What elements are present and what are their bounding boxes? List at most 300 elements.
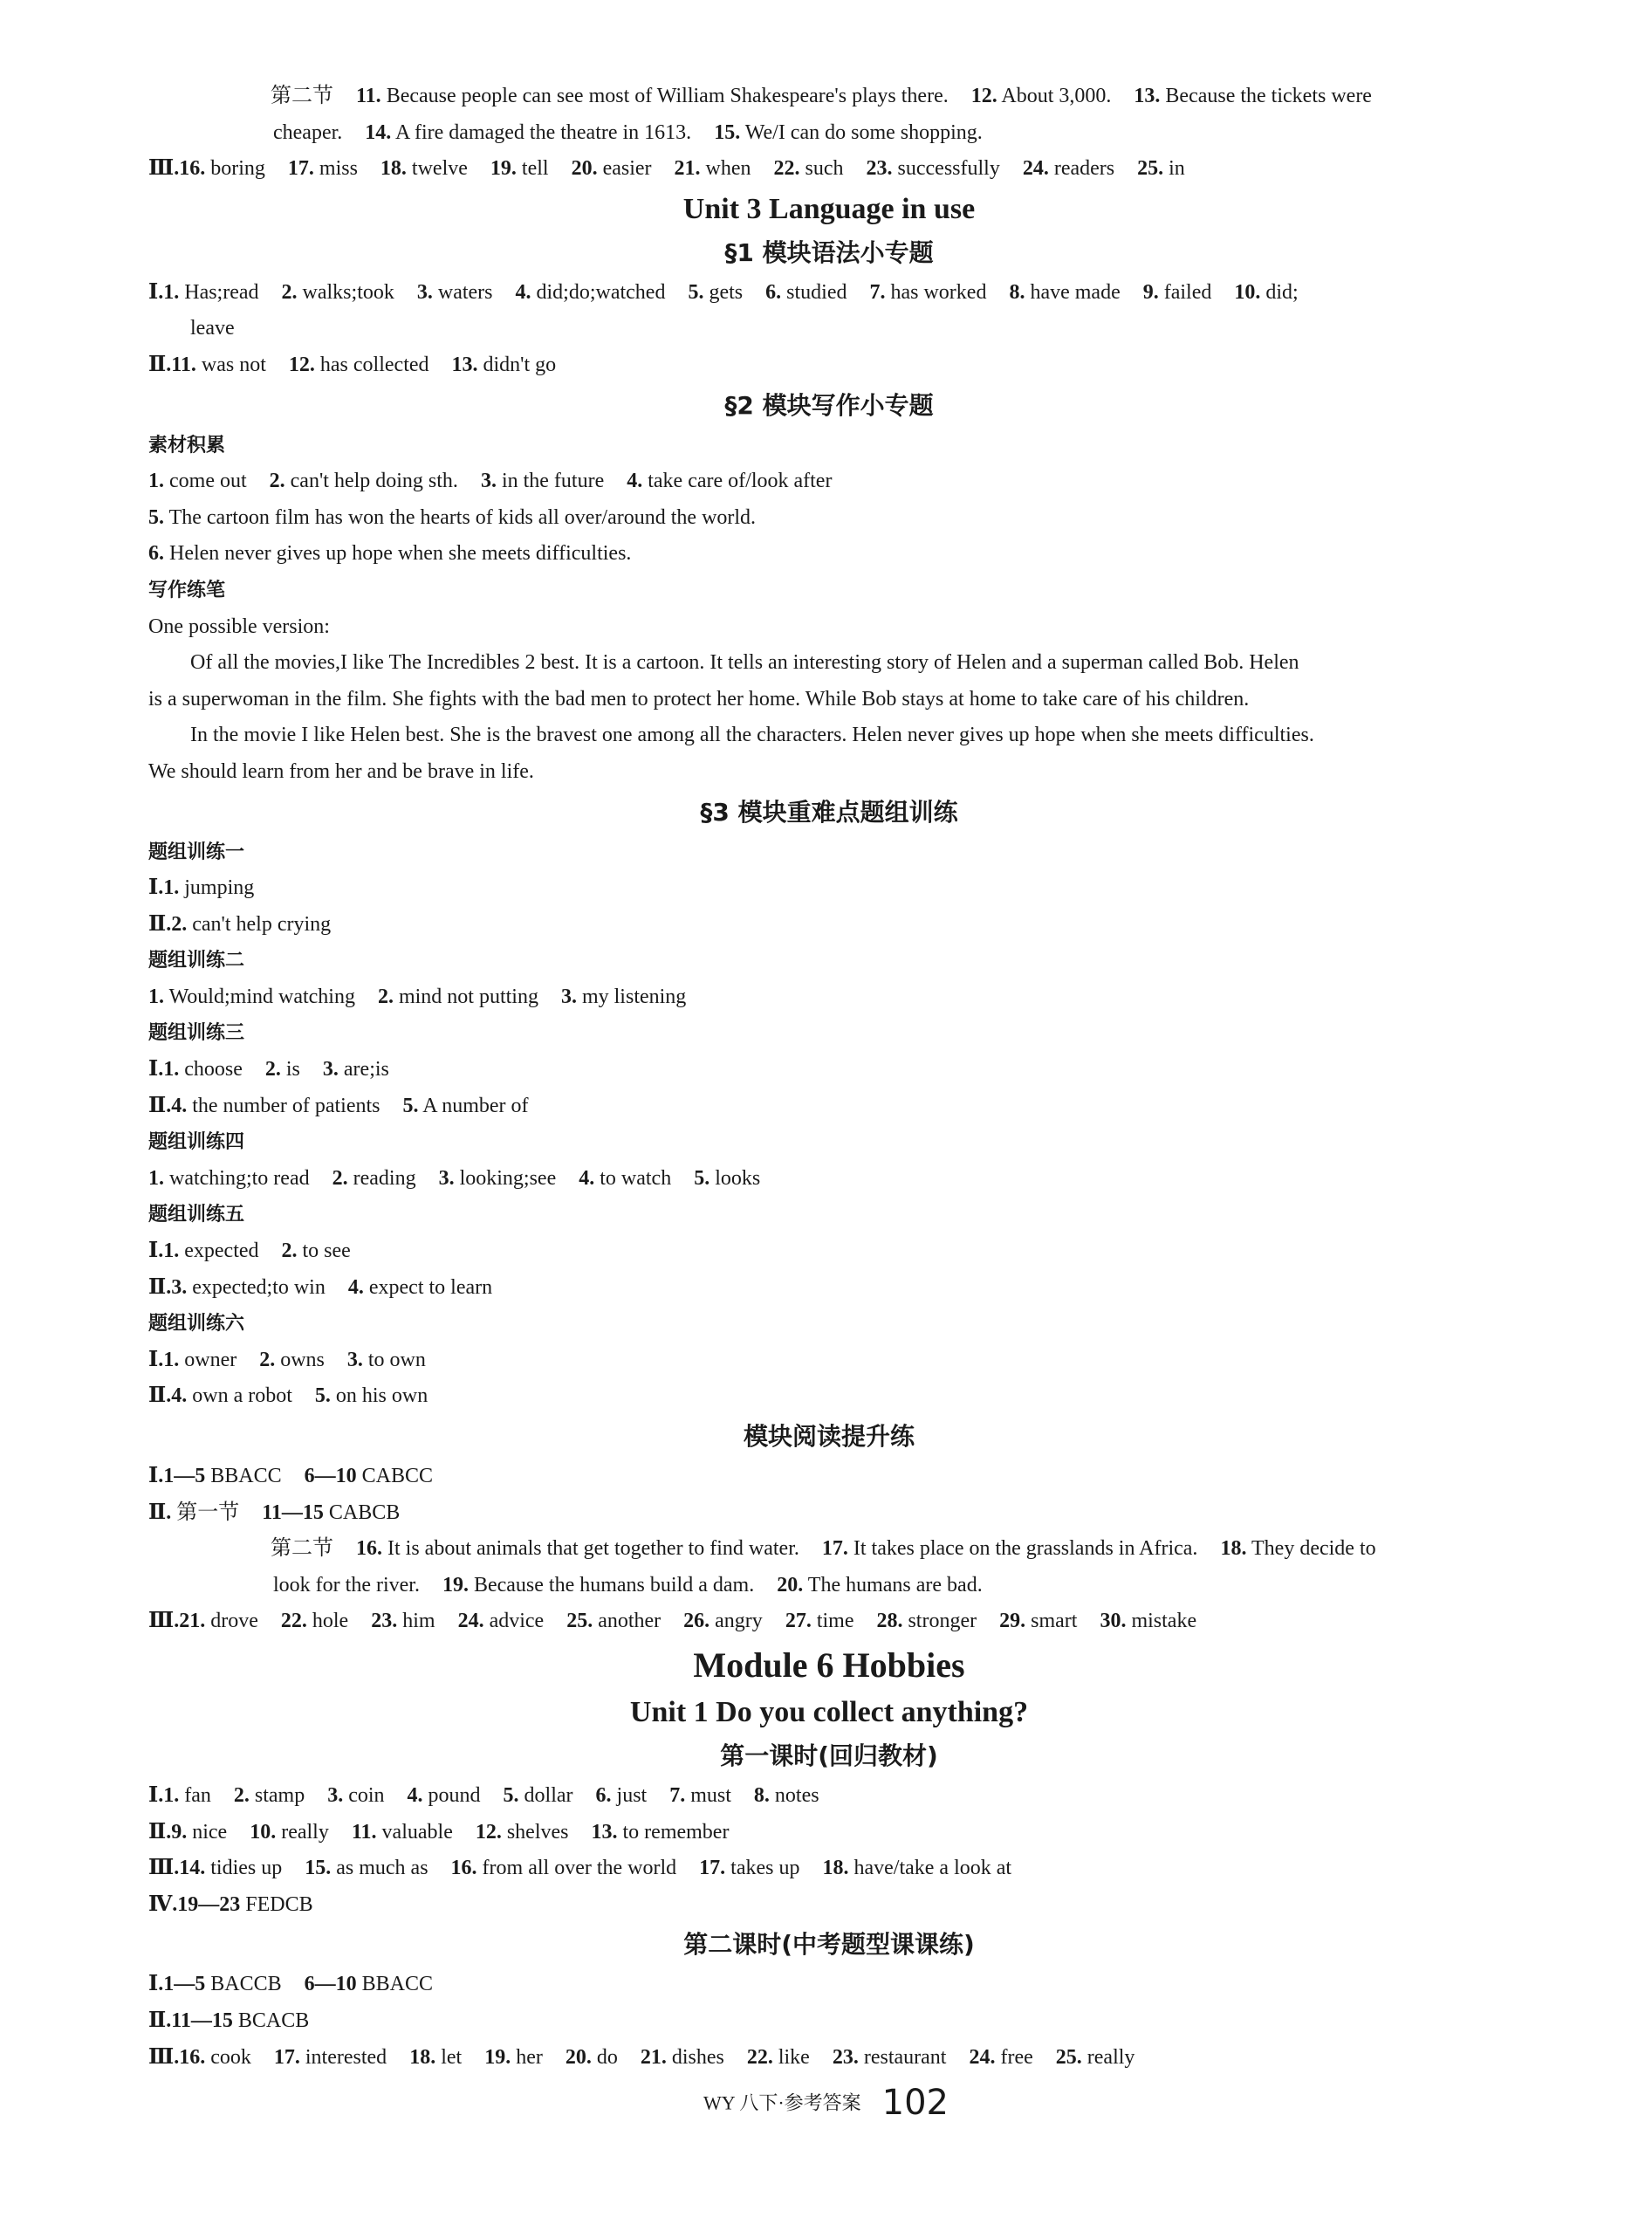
question-number: 14.	[365, 120, 392, 144]
answer-line	[148, 979, 1510, 1016]
question-number: 10.	[250, 1820, 277, 1844]
question-number: Ⅱ.2.	[148, 912, 188, 936]
answer-item	[774, 157, 844, 180]
page-number: 102	[881, 2083, 949, 2124]
answer-text: really	[281, 1820, 329, 1844]
answer-text: gets	[709, 280, 744, 304]
answer-text: leave	[190, 317, 235, 340]
answer-item	[596, 1784, 648, 1807]
answer-line	[148, 682, 1510, 718]
answer-text: coin	[348, 1783, 385, 1807]
answer-text: own a robot	[192, 1384, 292, 1408]
question-number: Ⅱ.	[148, 1500, 172, 1524]
answer-item	[579, 1167, 671, 1190]
question-number: 2.	[259, 1348, 276, 1371]
question-number: 4.	[347, 1275, 364, 1299]
answer-item	[305, 1465, 433, 1487]
answer-item	[148, 1610, 258, 1632]
answer-text: just	[616, 1783, 648, 1807]
answer-text: shelves	[506, 1820, 569, 1844]
question-number: Ⅰ.1.	[148, 1783, 180, 1807]
answer-item	[190, 651, 1299, 674]
question-number: 7.	[869, 280, 886, 304]
question-number: 6—10	[304, 1973, 357, 1996]
question-number: 29.	[999, 1610, 1026, 1633]
subsection-label: 写作练笔	[148, 579, 226, 601]
question-number: 9.	[1142, 280, 1159, 304]
question-number: 4.	[579, 1166, 595, 1190]
question-number: 4.	[515, 280, 531, 304]
footer-label: WY 八下·参考答案	[703, 2091, 861, 2114]
answer-item	[288, 157, 358, 180]
question-number: 18.	[1220, 1537, 1247, 1561]
answer-text: stronger	[908, 1610, 977, 1633]
answer-text: Because the tickets were	[1165, 85, 1372, 107]
answer-text: the number of patients	[192, 1094, 380, 1117]
answer-text: expected;to win	[192, 1275, 326, 1299]
answer-text: drove	[210, 1610, 258, 1633]
answer-text: The cartoon film has won the hearts of kids all over/around the world.	[168, 505, 757, 529]
question-number: 17.	[699, 1857, 726, 1880]
answer-text: tell	[521, 157, 549, 181]
question-number: 13.	[451, 353, 478, 376]
answer-line	[148, 311, 1510, 347]
answer-item	[148, 1821, 227, 1844]
answer-text: has collected	[319, 353, 429, 376]
question-number: 18.	[380, 157, 407, 181]
answer-text: as much as	[336, 1857, 428, 1880]
answer-text: such	[805, 157, 844, 181]
question-number: 2.	[281, 280, 298, 304]
answer-line	[148, 1161, 1510, 1198]
answer-text: notes	[774, 1783, 819, 1807]
answer-line	[148, 609, 1510, 646]
answer-item	[305, 1973, 433, 1995]
answer-text: dishes	[671, 2045, 724, 2069]
answer-text: A number of	[422, 1094, 529, 1117]
answer-item	[439, 1167, 557, 1190]
unit-heading: Unit 3 Language in use	[682, 192, 976, 225]
question-number: 6.	[595, 1783, 612, 1807]
answer-item	[148, 913, 331, 936]
question-number: 10.	[1234, 280, 1261, 304]
answer-item	[566, 2046, 618, 2069]
answer-text: The humans are bad.	[807, 1573, 983, 1597]
answer-text: mind not putting	[398, 985, 538, 1008]
question-number: 17.	[821, 1537, 848, 1561]
answer-item	[504, 1784, 573, 1807]
question-number: 18.	[409, 2045, 436, 2069]
question-number: 3.	[346, 1348, 363, 1371]
answer-text: on his own	[335, 1384, 428, 1408]
answer-text: to own	[367, 1348, 426, 1371]
answer-item	[699, 1857, 799, 1879]
answer-item	[688, 281, 743, 304]
question-number: 15.	[714, 120, 741, 144]
question-number: Ⅰ.1.	[148, 280, 180, 304]
question-number: 4.	[627, 470, 643, 493]
answer-text: my listening	[581, 985, 687, 1008]
answer-item	[352, 1821, 453, 1844]
answer-text: 第一节	[176, 1500, 240, 1524]
answer-item	[148, 542, 631, 565]
answer-line	[148, 1088, 1510, 1125]
answer-text: when	[705, 157, 751, 181]
answer-item	[747, 2046, 810, 2069]
question-number: 5.	[314, 1384, 331, 1408]
answer-item	[1137, 157, 1185, 180]
answer-text: Has;read	[184, 280, 259, 304]
question-number: Ⅲ.16.	[148, 157, 206, 181]
answer-text: failed	[1163, 280, 1212, 304]
answer-item	[1009, 281, 1120, 304]
answer-line	[148, 1887, 1510, 1924]
answer-line	[148, 1967, 1510, 2003]
answer-text: mistake	[1131, 1610, 1197, 1633]
answer-item	[683, 1610, 763, 1632]
answer-item	[265, 1058, 300, 1081]
answer-line	[148, 2003, 1510, 2040]
answer-text: take care of/look after	[648, 470, 833, 493]
answer-text: BCACB	[237, 2009, 310, 2032]
answer-item	[754, 1784, 819, 1807]
answer-text: choose	[184, 1058, 243, 1082]
answer-text: expect to learn	[368, 1275, 493, 1299]
answer-text: BBACC	[210, 1465, 282, 1487]
answer-line	[148, 1233, 1510, 1270]
question-number: 5.	[503, 1783, 519, 1807]
answer-item	[262, 1501, 400, 1524]
answer-text: let	[441, 2045, 463, 2069]
answer-line	[148, 645, 1510, 682]
question-number: 18.	[822, 1857, 849, 1880]
question-number: 20.	[565, 2045, 592, 2069]
answer-line	[148, 1778, 1510, 1815]
question-number: 20.	[571, 157, 598, 181]
answer-line	[148, 1052, 1510, 1088]
answer-item	[148, 985, 355, 1008]
question-number: 16.	[356, 1537, 382, 1561]
page-footer	[0, 2076, 1652, 2128]
answer-item	[148, 760, 534, 783]
answer-item	[282, 281, 394, 304]
answer-item	[148, 1973, 282, 1995]
answer-text: valuable	[381, 1820, 453, 1844]
answer-text: in the future	[501, 470, 605, 493]
answer-text: easier	[602, 157, 652, 181]
answer-text: has worked	[890, 280, 987, 304]
answer-text: have made	[1030, 280, 1121, 304]
question-number: 17.	[287, 157, 314, 181]
answer-item	[481, 470, 604, 492]
section-heading: 模块阅读提升练	[743, 1422, 915, 1451]
subsection-label: 题组训练一	[148, 841, 245, 863]
question-number: Ⅰ.1.	[148, 1058, 180, 1082]
answer-item	[490, 157, 549, 180]
answer-item	[271, 85, 333, 107]
answer-item	[714, 121, 983, 144]
question-number: 6.	[765, 280, 782, 304]
answer-item	[627, 470, 832, 492]
answer-text: to remember	[622, 1820, 730, 1844]
answer-item	[765, 281, 847, 304]
question-number: 3.	[480, 470, 497, 493]
answer-text: reading	[353, 1166, 416, 1190]
answer-item	[305, 1857, 428, 1879]
answer-line	[148, 2040, 1510, 2077]
question-number: Ⅰ.1.	[148, 1239, 180, 1263]
answer-line	[148, 1815, 1510, 1851]
answer-item	[371, 1610, 435, 1632]
subsection-label: 题组训练四	[148, 1131, 245, 1154]
answer-item	[822, 1537, 1198, 1560]
section-heading: 第一课时(回归教材)	[720, 1741, 938, 1770]
answer-item	[451, 1857, 677, 1879]
answer-item	[452, 354, 557, 376]
question-number: 26.	[683, 1610, 710, 1633]
answer-item	[274, 2046, 387, 2069]
answer-line	[148, 151, 1510, 188]
subsection-label: 题组训练五	[148, 1204, 245, 1226]
answer-item	[1220, 1537, 1375, 1560]
answer-item	[190, 317, 235, 340]
answer-line	[148, 907, 1510, 944]
answer-text: is a superwoman in the film. She fights with the bad men to protect her home. While Bob stays at home to take care of his children.	[148, 687, 1250, 711]
answer-item	[969, 2046, 1032, 2069]
answer-item	[833, 2046, 947, 2069]
answer-text: waters	[437, 280, 493, 304]
question-number: 11—15	[262, 1500, 324, 1524]
answer-line	[148, 1342, 1510, 1379]
question-number: 21.	[640, 2045, 667, 2069]
answer-line	[148, 1270, 1510, 1307]
answer-line	[148, 1459, 1510, 1495]
answer-item	[270, 470, 458, 492]
question-number: 15.	[305, 1857, 332, 1880]
answer-item	[323, 1058, 389, 1081]
answer-item	[148, 470, 247, 492]
question-number: 2.	[269, 470, 285, 493]
answer-item	[403, 1095, 529, 1117]
answer-item	[1234, 281, 1298, 304]
answer-item	[971, 85, 1112, 107]
answer-text: FEDCB	[245, 1892, 313, 1916]
answer-text: jumping	[184, 876, 255, 900]
answer-text: to see	[302, 1239, 351, 1263]
question-number: 22.	[773, 157, 800, 181]
answer-key-page	[148, 79, 1510, 2076]
question-number: 11.	[356, 85, 381, 107]
question-number: 8.	[1009, 280, 1025, 304]
answer-text: must	[690, 1783, 731, 1807]
answer-text: We should learn from her and be brave in life.	[148, 759, 534, 783]
question-number: 3.	[438, 1166, 455, 1190]
answer-text: CABCB	[328, 1500, 401, 1524]
question-number: 3.	[327, 1783, 344, 1807]
question-number: 23.	[371, 1610, 398, 1633]
question-number: 2.	[264, 1058, 281, 1082]
unit-heading: Unit 1 Do you collect anything?	[629, 1695, 1029, 1728]
answer-text: from all over the world	[482, 1857, 677, 1880]
answer-text: It is about animals that get together to find water.	[387, 1537, 799, 1561]
answer-item	[417, 281, 493, 304]
answer-item	[273, 121, 342, 144]
question-number: 20.	[777, 1573, 804, 1597]
answer-text: didn't go	[483, 353, 557, 376]
answer-item	[566, 1610, 661, 1632]
answer-item	[641, 2046, 724, 2069]
answer-text: smart	[1031, 1610, 1078, 1633]
question-number: 24.	[969, 2045, 996, 2069]
answer-item	[332, 1167, 416, 1190]
answer-item	[876, 1610, 977, 1632]
section-heading: 第二课时(中考题型课课练)	[683, 1930, 975, 1960]
question-number: 7.	[669, 1783, 686, 1807]
question-number: Ⅱ.4.	[148, 1094, 188, 1117]
answer-item	[148, 615, 330, 638]
question-number: 22.	[746, 2045, 773, 2069]
answer-item	[1056, 2046, 1135, 2069]
answer-item	[148, 1349, 236, 1371]
question-number: Ⅰ.1—5	[148, 1465, 206, 1487]
answer-text: really	[1086, 2045, 1135, 2069]
answer-text: watching;to read	[169, 1166, 310, 1190]
answer-item	[356, 85, 949, 107]
answer-item	[516, 281, 666, 304]
answer-line	[148, 754, 1510, 791]
question-number: 19.	[490, 157, 517, 181]
answer-text: stamp	[254, 1783, 305, 1807]
answer-text: have/take a look at	[853, 1857, 1012, 1880]
answer-line	[148, 1603, 1510, 1640]
answer-item	[250, 1821, 329, 1844]
answer-text: twelve	[411, 157, 468, 181]
answer-line	[148, 1568, 1510, 1604]
question-number: 22.	[280, 1610, 307, 1633]
answer-line	[148, 1495, 1510, 1532]
answer-item	[869, 281, 986, 304]
answer-item	[669, 1784, 731, 1807]
question-number: 8.	[753, 1783, 770, 1807]
answer-text: They decide to	[1251, 1537, 1376, 1561]
answer-text: About 3,000.	[1001, 85, 1112, 107]
answer-line	[148, 464, 1510, 500]
answer-item	[289, 354, 429, 376]
answer-item	[273, 1574, 420, 1597]
question-number: Ⅲ.16.	[148, 2045, 206, 2069]
answer-text: BACCB	[210, 1973, 282, 1996]
answer-line	[148, 79, 1510, 115]
answer-item	[148, 876, 254, 899]
answer-text: can't help crying	[192, 912, 332, 936]
answer-text: nice	[192, 1820, 228, 1844]
question-number: Ⅱ.11—15	[148, 2009, 233, 2032]
answer-item	[378, 985, 538, 1008]
answer-item	[148, 1276, 326, 1299]
question-number: 13.	[591, 1820, 618, 1844]
answer-text: boring	[210, 157, 265, 181]
section-heading: §2 模块写作小专题	[724, 390, 934, 420]
answer-text: One possible version:	[148, 615, 330, 638]
question-number: 5.	[688, 280, 704, 304]
question-number: 6—10	[304, 1465, 357, 1487]
answer-item	[148, 688, 1249, 711]
answer-item	[348, 1276, 492, 1299]
answer-item	[148, 2009, 309, 2032]
answer-text: A fire damaged the theatre in 1613.	[394, 120, 692, 144]
answer-text: in	[1169, 157, 1185, 181]
answer-item	[148, 1095, 380, 1117]
question-number: 30.	[1100, 1610, 1127, 1633]
answer-item	[148, 506, 756, 529]
answer-text: advice	[489, 1610, 545, 1633]
question-number: Ⅱ.9.	[148, 1820, 188, 1844]
answer-line	[148, 115, 1510, 152]
answer-item	[484, 2046, 543, 2069]
answer-text: tidies up	[210, 1857, 283, 1880]
answer-item	[148, 157, 265, 180]
subsection-label: 题组训练二	[148, 950, 245, 972]
answer-item	[785, 1610, 854, 1632]
question-number: 12.	[475, 1820, 502, 1844]
question-number: 17.	[273, 2045, 300, 2069]
answer-text: dollar	[524, 1783, 573, 1807]
answer-item	[148, 2046, 251, 2069]
section-heading: §1 模块语法小专题	[724, 237, 934, 267]
answer-text: Of all the movies,I like The Incredibles 2 best. It is a cartoon. It tells an interesting story of Helen and a superman called Bob. Helen	[190, 651, 1299, 675]
answer-text: 第二节	[271, 85, 333, 107]
answer-line	[148, 870, 1510, 907]
answer-item	[1134, 85, 1372, 107]
answer-item	[347, 1349, 426, 1371]
answer-text: restaurant	[863, 2045, 947, 2069]
question-number: 13.	[1134, 85, 1161, 107]
answer-item	[409, 2046, 462, 2069]
answer-text: like	[778, 2045, 810, 2069]
answer-line	[148, 1851, 1510, 1887]
question-number: 27.	[785, 1610, 812, 1633]
question-number: Ⅲ.14.	[148, 1857, 206, 1880]
answer-text: owner	[184, 1348, 237, 1371]
answer-item	[148, 1893, 313, 1916]
answer-item	[148, 281, 259, 304]
question-number: 1.	[148, 470, 164, 493]
answer-item	[572, 157, 652, 180]
answer-text: time	[816, 1610, 854, 1633]
answer-item	[148, 354, 266, 376]
answer-item	[148, 1501, 239, 1524]
answer-item	[822, 1857, 1011, 1879]
answer-item	[408, 1784, 481, 1807]
question-number: Ⅰ.1—5	[148, 1973, 206, 1996]
question-number: 25.	[1055, 2045, 1082, 2069]
answer-text: cook	[210, 2045, 251, 2069]
answer-item	[271, 1537, 333, 1560]
answer-text: readers	[1053, 157, 1115, 181]
question-number: Ⅳ.19—23	[148, 1892, 241, 1916]
answer-text: It takes place on the grasslands in Africa.	[853, 1537, 1198, 1561]
answer-line	[148, 536, 1510, 573]
answer-item	[592, 1821, 730, 1844]
answer-text: do	[596, 2045, 618, 2069]
answer-item	[476, 1821, 569, 1844]
answer-text: Because people can see most of William Shakespeare's plays there.	[386, 85, 949, 107]
answer-text: him	[402, 1610, 435, 1633]
answer-item	[380, 157, 468, 180]
answer-item	[281, 1610, 348, 1632]
answer-text: angry	[715, 1610, 763, 1633]
answer-text: Would;mind watching	[168, 985, 355, 1008]
